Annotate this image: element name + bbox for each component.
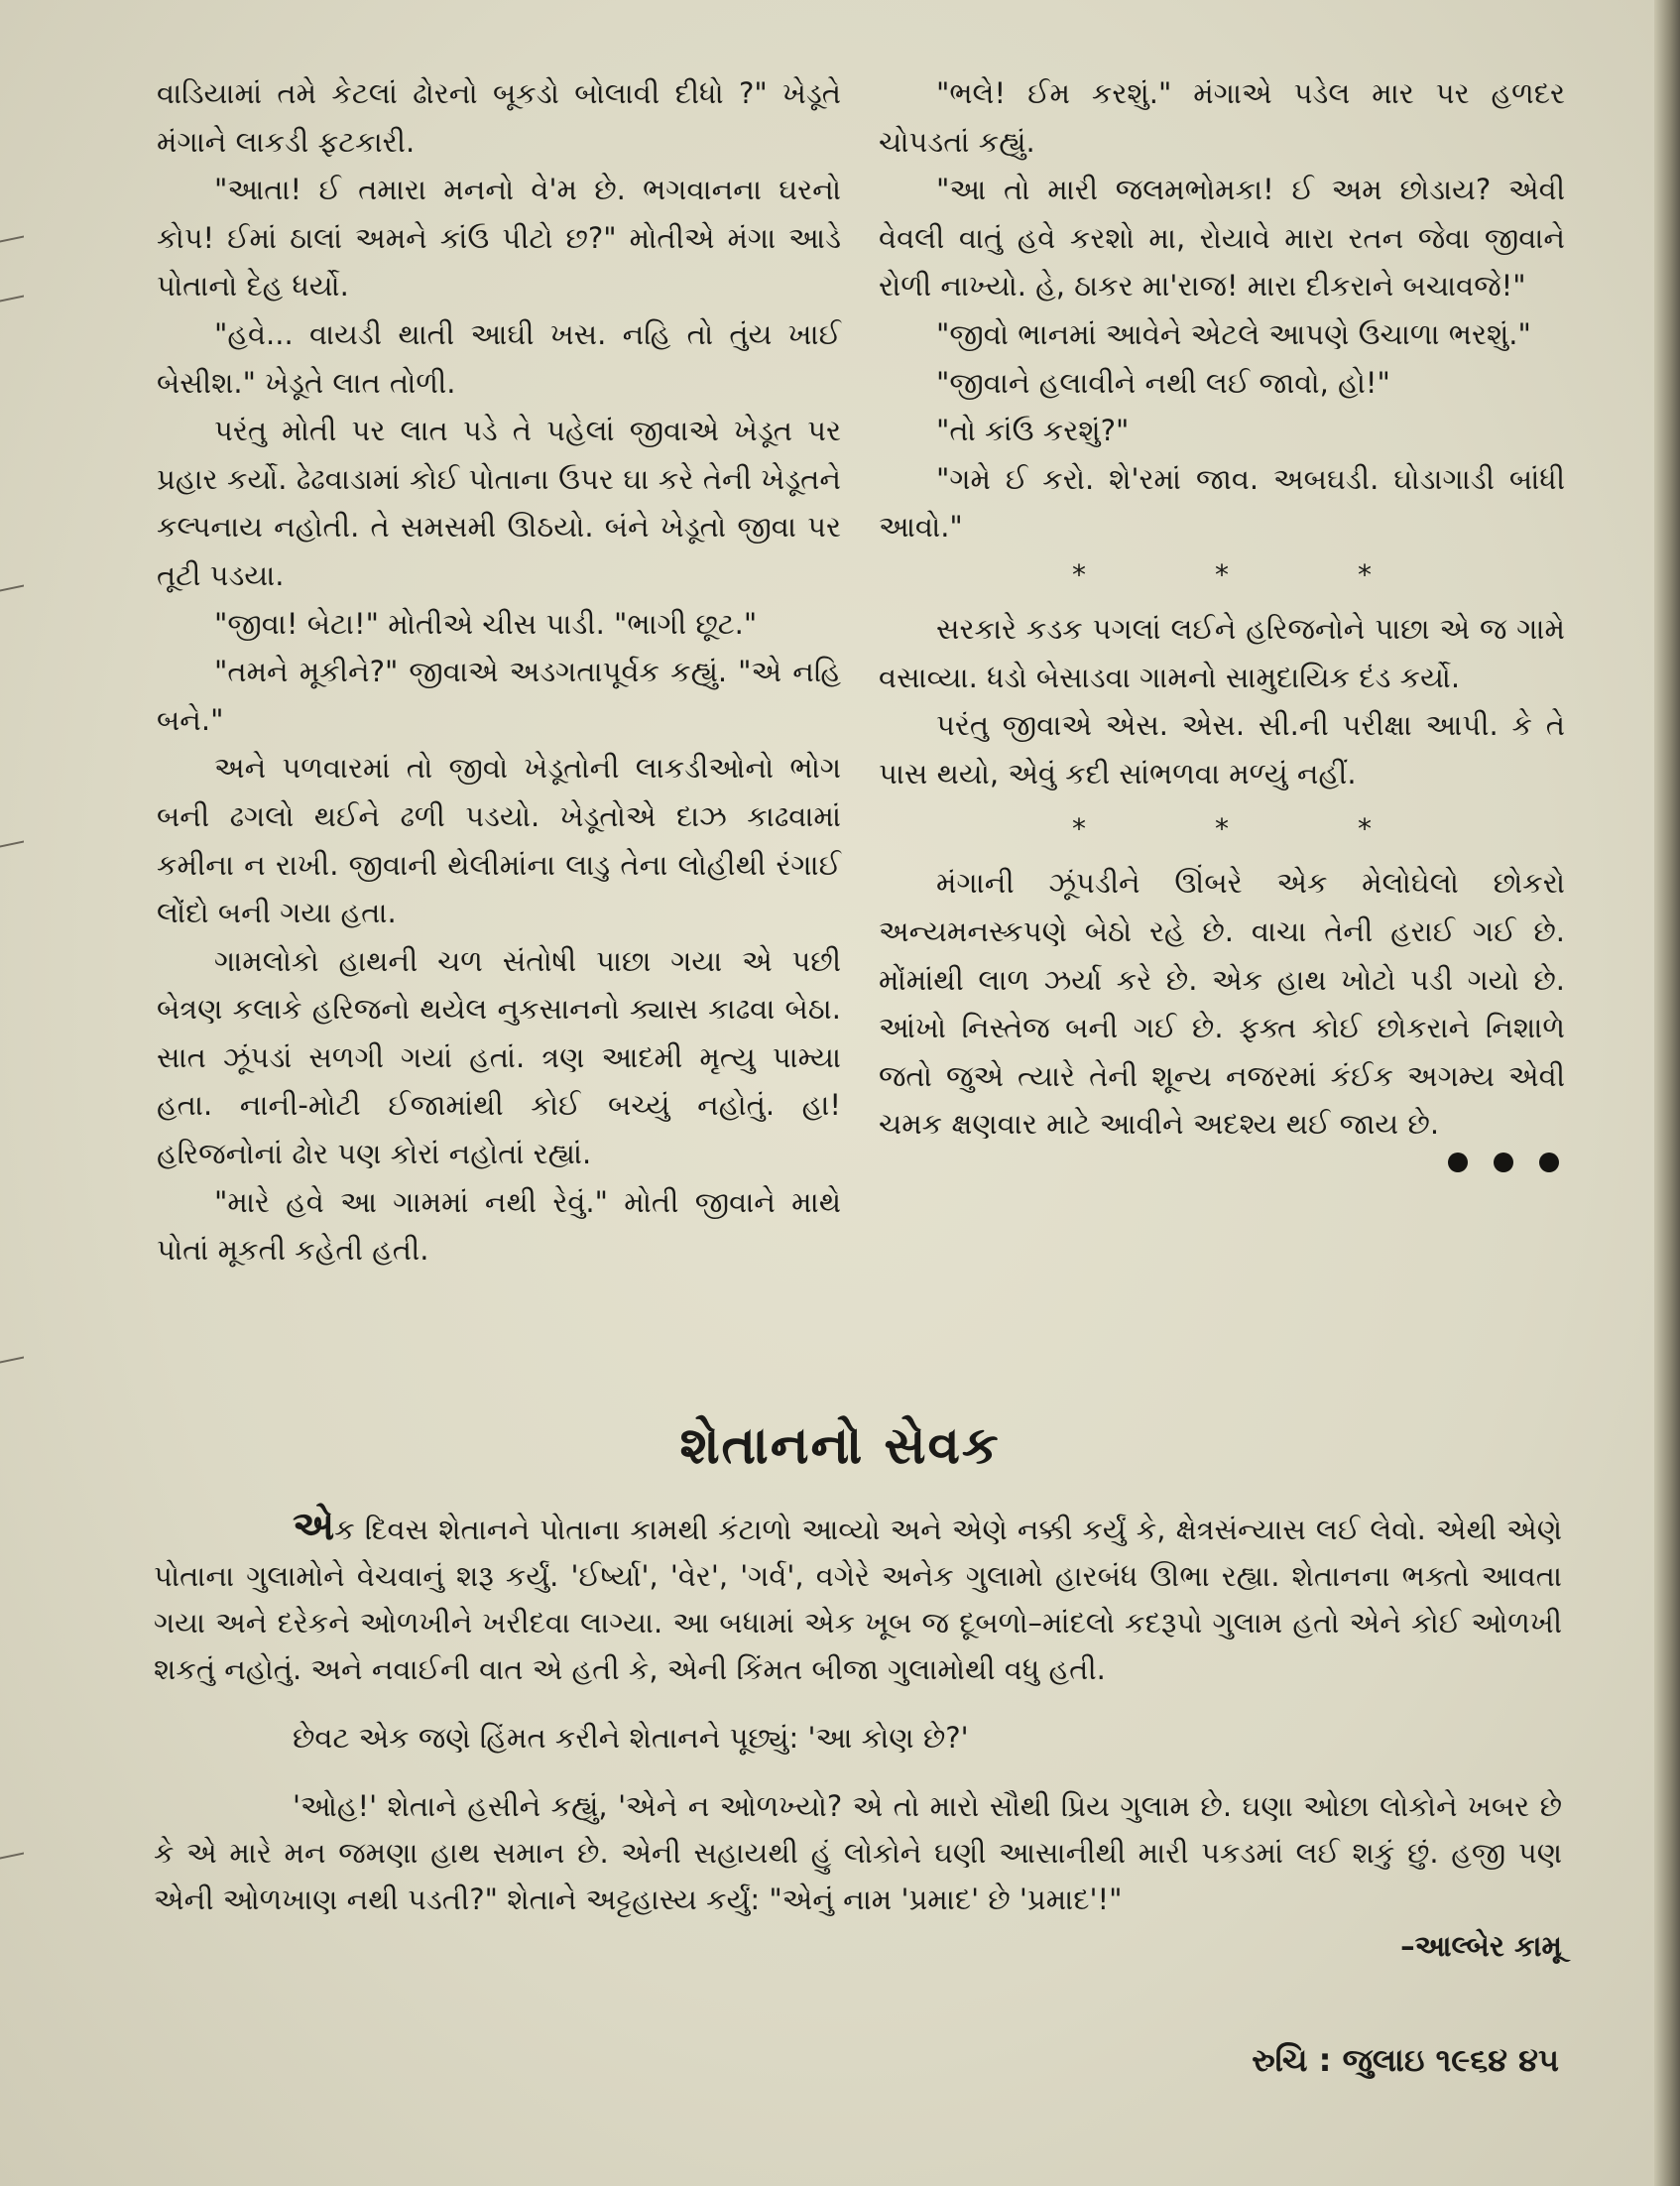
left-paragraph: વાડિયામાં તમે કેટલાં ઢોરનો બૂકડો બોલાવી દીધો ?" ખેડૂતે મંગાને લાકડી ફટકારી. — [157, 76, 841, 159]
left-paragraph: ગામલોકો હાથની ચળ સંતોષી પાછા ગયા એ પછી બેત્રણ કલાકે હરિજનો થયેલ નુકસાનનો ક્યાસ કાઢવા બેઠા. સાત ઝૂંપડાં સળગી ગયાં હતાં. ત્રણ આદમી મૃત્યુ પામ્યા હતા. નાની-મોટી ઈજામાંથી કોઈ બચ્યું નહોતું. હા! હરિજનોનાં ઢોર પણ કોરાં નહોતાં રહ્યાં. — [157, 943, 841, 1171]
story-dropcap: એ — [293, 1504, 335, 1549]
story-body — [154, 1504, 1562, 1970]
section-break — [879, 551, 1565, 599]
page-spine-edge — [1654, 0, 1680, 2186]
left-paragraph: "મારે હવે આ ગામમાં નથી રેવું." મોતી જીવાને માથે પોતાં મૂકતી કહેતી હતી. — [157, 1184, 841, 1268]
end-dot — [1494, 1153, 1513, 1172]
right-paragraph: "ગમે ઈ કરો. શે'રમાં જાવ. અબઘડી. ઘોડાગાડી બાંધી આવો." — [879, 461, 1565, 545]
right-paragraph: "તો કાંઉ કરશું?" — [936, 414, 1130, 448]
break-star: * — [1072, 812, 1086, 846]
right-paragraph: સરકારે કડક પગલાં લઈને હરિજનોને પાછા એ જ ગામે વસાવ્યા. ધડો બેસાડવા ગામનો સામુદાયિક દંડ કર્યો. — [879, 611, 1565, 694]
right-paragraph: પરંતુ જીવાએ એસ. એસ. સી.ની પરીક્ષા આપી. કે તે પાસ થયો, એવું કદી સાંભળવા મળ્યું નહીં. — [879, 708, 1565, 790]
right-paragraph: "આ તો મારી જલમભોમકા! ઈ અમ છોડાય? એવી વેવલી વાતું હવે કરશો મા, રોયાવે મારા રતન જેવા જીવાને રોળી નાખ્યો. હે, ઠાકર મા'રાજ! મારા દીકરાને બચાવજે!" — [879, 173, 1565, 304]
right-column — [879, 69, 1565, 1172]
section-break — [879, 805, 1565, 853]
break-star: * — [1215, 812, 1229, 846]
break-star: * — [1358, 557, 1372, 591]
end-dot — [1539, 1153, 1559, 1172]
break-star: * — [1215, 557, 1229, 591]
break-star: * — [1358, 812, 1372, 846]
left-paragraph: પરંતુ મોતી પર લાત પડે તે પહેલાં જીવાએ ખેડૂત પર પ્રહાર કર્યો. ઢેઢવાડામાં કોઈ પોતાના ઉપર ઘા કરે તેની ખેડૂતને કલ્પનાય નહોતી. તે સમસમી ઊઠયો. બંને ખેડૂતો જીવા પર તૂટી પડયા. — [157, 414, 841, 592]
break-star: * — [1072, 557, 1086, 591]
left-column — [157, 69, 841, 1275]
story-paragraph — [154, 1504, 1562, 1693]
end-dot — [1448, 1153, 1468, 1172]
left-paragraph: "આતા! ઈ તમારા મનનો વે'મ છે. ભગવાનના ઘરનો કોપ! ઈમાં ઠાલાં અમને કાંઉ પીટો છ?" મોતીએ મંગા આડે પોતાનો દેહ ધર્યો. — [157, 173, 841, 304]
story-paragraph-text: ક દિવસ શેતાનને પોતાના કામથી કંટાળો આવ્યો અને એણે નક્કી કર્યું કે, ક્ષેત્રસંન્યાસ લઈ લેવો. એથી એણે પોતાના ગુલામોને વેચવાનું શરૂ કર્યું. 'ઈર્ષ્યા', 'વેર', 'ગર્વ', વગેરે અનેક ગુલામો હારબંધ ઊભા રહ્યા. શેતાનના ભક્તો આવતા ગયા અને દરેકને ઓળખીને ખરીદવા લાગ્યા. આ બધામાં એક ખૂબ જ દૂબળો–માંદલો કદરૂપો ગુલામ હતો એને કોઈ ઓળખી શકતું નહોતું. અને નવાઈની વાત એ હતી કે, એની કિંમત બીજા ગુલામોથી વધુ હતી. — [154, 1513, 1562, 1686]
left-paragraph: અને પળવારમાં તો જીવો ખેડૂતોની લાકડીઓનો ભોગ બની ઢગલો થઈને ઢળી પડયો. ખેડૂતોએ દાઝ કાઢવામાં કમીના ન રાખી. જીવાની થેલીમાંના લાડુ તેના લોહીથી રંગાઈ લોંદો બની ગયા હતા. — [157, 751, 841, 930]
right-paragraph: મંગાની ઝૂંપડીને ઊંબરે એક મેલોઘેલો છોકરો અન્યમનસ્કપણે બેઠો રહે છે. વાચા તેની હરાઈ ગઈ છે. મોંમાંથી લાળ ઝર્યા કરે છે. એક હાથ ખોટો પડી ગયો છે. આંખો નિસ્તેજ બની ગઈ છે. ફક્ત કોઈ છોકરાને નિશાળે જતો જુએ ત્યારે તેની શૂન્ય નજરમાં કંઈક અગમ્ય એવી ચમક ક્ષણવાર માટે આવીને અદશ્ય થઈ જાય છે. — [879, 866, 1565, 1142]
right-paragraph: "જીવાને હલાવીને નથી લઈ જાવો, હો!" — [936, 365, 1390, 400]
story-title: શેતાનનો સેવક — [679, 1416, 1001, 1476]
story-paragraph: 'ઓહ!' શેતાને હસીને કહ્યું, 'એને ન ઓળખ્યો? એ તો મારો સૌથી પ્રિય ગુલામ છે. ઘણા ઓછા લોકોને ખબર છે કે એ મારે મન જમણા હાથ સમાન છે. એની સહાયથી હું લોકોને ઘણી આસાનીથી મારી પકડમાં લઈ શકું છું. હજી પણ એની ઓળખાણ નથી પડતી?" શેતાને અટ્ટહાસ્ય કર્યું: "એનું નામ 'પ્રમાદ' છે 'પ્રમાદ'!" — [154, 1789, 1562, 1916]
left-paragraph: "જીવા! બેટા!" મોતીએ ચીસ પાડી. "ભાગી છૂટ." — [214, 606, 758, 641]
story-author: –આલ્બેર કામૂ — [1400, 1929, 1562, 1963]
left-paragraph: "તમને મૂકીને?" જીવાએ અડગતાપૂર્વક કહ્યું. "એ નહિ બને." — [157, 655, 841, 737]
left-paragraph: "હવે... વાયડી થાતી આઘી ખસ. નહિ તો તુંય ખાઈ બેસીશ." ખેડૂતે લાત તોળી. — [157, 316, 841, 400]
page-footer: રુચિ : જુલાઇ ૧૯૬૪ ૪૫ — [1252, 2041, 1559, 2079]
story-paragraph: છેવટ એક જણે હિંમત કરીને શેતાનને પૂછ્યું: 'આ કોણ છે?' — [293, 1721, 969, 1755]
end-of-story-marker — [879, 1153, 1565, 1172]
right-paragraph: "ભલે! ઈમ કરશું." મંગાએ પડેલ માર પર હળદર ચોપડતાં કહ્યું. — [879, 76, 1565, 159]
right-paragraph: "જીવો ભાનમાં આવેને એટલે આપણે ઉચાળા ભરશું." — [936, 316, 1531, 351]
